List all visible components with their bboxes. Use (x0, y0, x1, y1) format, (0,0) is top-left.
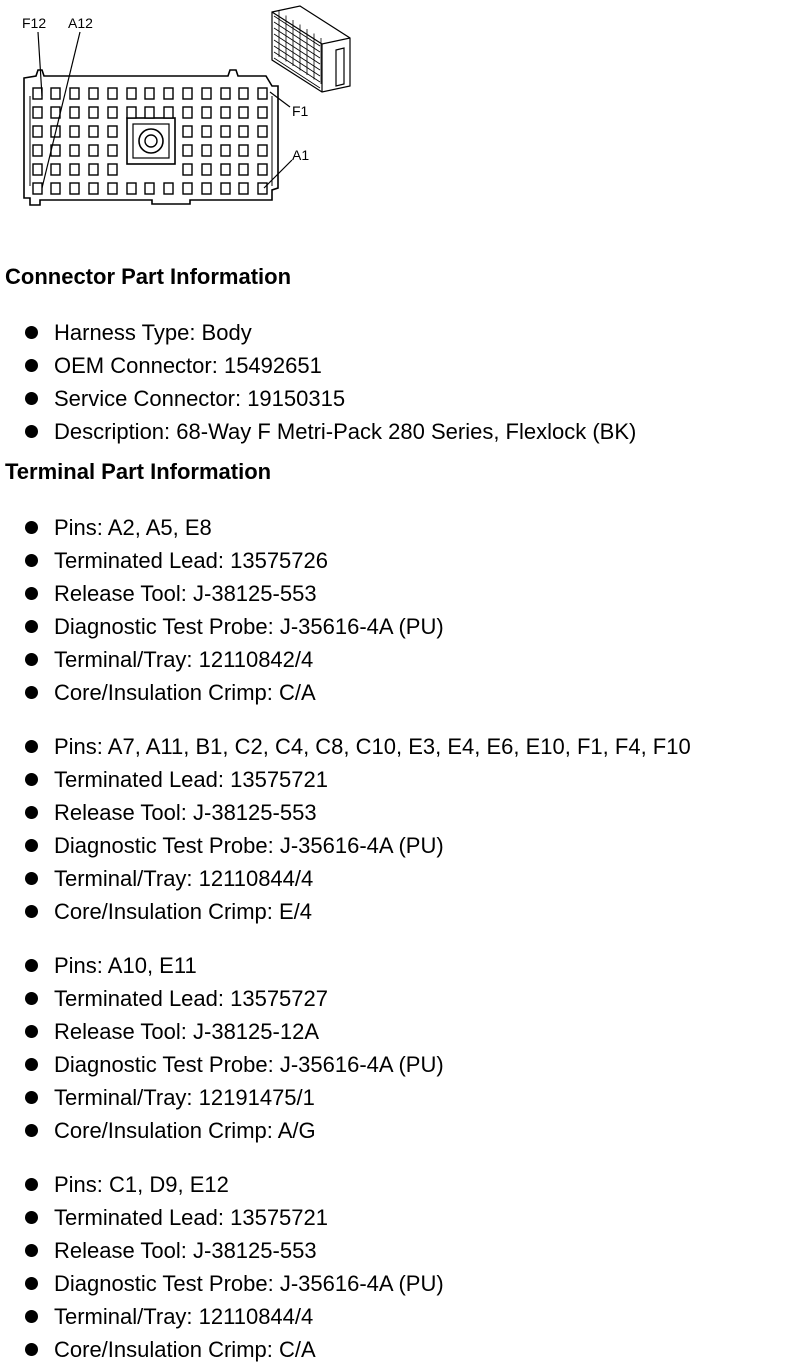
terminal-cavity (108, 145, 117, 156)
terminal-cavity (145, 107, 154, 118)
list-item-text: Core/Insulation Crimp: A/G (54, 1118, 316, 1143)
terminal-cavity (70, 164, 79, 175)
list-item-text: Terminated Lead: 13575721 (54, 767, 328, 792)
connector-thumbnail (272, 6, 350, 92)
list-item-text: Core/Insulation Crimp: E/4 (54, 899, 312, 924)
terminal-cavity (89, 164, 98, 175)
terminal-cavity (183, 88, 192, 99)
list-item-text: Release Tool: J-38125-12A (54, 1019, 319, 1044)
terminal-cavity (258, 145, 267, 156)
terminal-cavity (145, 183, 154, 194)
terminal-cavity (89, 88, 98, 99)
list-item-text: Terminated Lead: 13575726 (54, 548, 328, 573)
terminal-cavity (108, 183, 117, 194)
terminal-cavity (258, 126, 267, 137)
bullet-icon (25, 1244, 38, 1257)
terminal-cavity (89, 126, 98, 137)
terminal-cavity (239, 145, 248, 156)
terminal-cavity (70, 183, 79, 194)
center-key (127, 118, 175, 164)
connector-part-info-heading: Connector Part Information (5, 264, 292, 289)
terminal-part-info-heading: Terminal Part Information (5, 459, 272, 484)
terminal-cavity (164, 88, 173, 99)
bullet-icon (25, 1343, 38, 1356)
list-item-text: Pins: A7, A11, B1, C2, C4, C8, C10, E3, E4, E6, E10, F1, F4, F10 (54, 734, 691, 759)
terminal-cavity (127, 107, 136, 118)
terminal-cavity (202, 183, 211, 194)
label-f1: F1 (292, 103, 309, 119)
terminal-cavity (51, 183, 60, 194)
bullet-icon (25, 1058, 38, 1071)
bullet-icon (25, 425, 38, 438)
terminal-cavity (127, 183, 136, 194)
connector-face-diagram (0, 0, 360, 230)
list-item-text: Diagnostic Test Probe: J-35616-4A (PU) (54, 1271, 444, 1296)
terminal-cavity (239, 107, 248, 118)
terminal-cavity (239, 183, 248, 194)
bullet-icon (25, 839, 38, 852)
bullet-icon (25, 872, 38, 885)
list-item-text: Release Tool: J-38125-553 (54, 800, 317, 825)
list-item-text: Description: 68-Way F Metri-Pack 280 Series, Flexlock (BK) (54, 419, 637, 444)
terminal-cavity (202, 164, 211, 175)
terminal-cavity (70, 145, 79, 156)
bullet-icon (25, 686, 38, 699)
list-item-text: Harness Type: Body (54, 320, 252, 345)
terminal-cavity (258, 183, 267, 194)
list-item-text: Diagnostic Test Probe: J-35616-4A (PU) (54, 614, 444, 639)
bullet-icon (25, 1178, 38, 1191)
bullet-icon (25, 1277, 38, 1290)
terminal-cavity (221, 183, 230, 194)
bullet-icon (25, 359, 38, 372)
terminal-cavity (239, 164, 248, 175)
bullet-icon (25, 1025, 38, 1038)
terminal-cavity (202, 145, 211, 156)
list-item-text: Service Connector: 19150315 (54, 386, 346, 411)
bullet-icon (25, 773, 38, 786)
list-item-text: Pins: A10, E11 (54, 953, 197, 978)
list-item-text: Terminal/Tray: 12191475/1 (54, 1085, 315, 1110)
terminal-cavity (70, 107, 79, 118)
terminal-cavity (183, 183, 192, 194)
bullet-icon (25, 740, 38, 753)
bullet-icon (25, 806, 38, 819)
terminal-cavity (202, 126, 211, 137)
terminal-cavity (183, 145, 192, 156)
terminal-cavity (33, 164, 42, 175)
list-item-text: Terminated Lead: 13575727 (54, 986, 328, 1011)
list-item-text: Terminated Lead: 13575721 (54, 1205, 328, 1230)
terminal-cavity (51, 107, 60, 118)
terminal-cavity (221, 164, 230, 175)
bullet-icon (25, 392, 38, 405)
terminal-cavity (202, 107, 211, 118)
list-item-text: Core/Insulation Crimp: C/A (54, 680, 316, 705)
bullet-icon (25, 326, 38, 339)
terminal-cavity (51, 88, 60, 99)
list-item-text: Diagnostic Test Probe: J-35616-4A (PU) (54, 833, 444, 858)
terminal-cavity (70, 88, 79, 99)
terminal-cavity (202, 88, 211, 99)
bullet-icon (25, 521, 38, 534)
terminal-cavity (164, 107, 173, 118)
terminal-cavity (221, 107, 230, 118)
terminal-cavity (183, 126, 192, 137)
terminal-cavity (221, 126, 230, 137)
list-item-text: Release Tool: J-38125-553 (54, 1238, 317, 1263)
list-item-text: Terminal/Tray: 12110842/4 (54, 647, 314, 672)
list-item-text: OEM Connector: 15492651 (54, 353, 322, 378)
list-item-text: Core/Insulation Crimp: C/A (54, 1337, 316, 1362)
terminal-cavity (33, 88, 42, 99)
bullet-icon (25, 1211, 38, 1224)
terminal-cavity (221, 145, 230, 156)
terminal-cavity (239, 126, 248, 137)
list-item-text: Pins: C1, D9, E12 (54, 1172, 229, 1197)
terminal-cavity (258, 88, 267, 99)
label-f12: F12 (22, 15, 47, 31)
terminal-cavity (183, 164, 192, 175)
terminal-cavity (51, 164, 60, 175)
terminal-cavity (108, 107, 117, 118)
bullet-icon (25, 959, 38, 972)
terminal-cavity (89, 145, 98, 156)
bullet-icon (25, 1091, 38, 1104)
bullet-icon (25, 1124, 38, 1137)
terminal-cavity (145, 88, 154, 99)
terminal-cavity (258, 107, 267, 118)
terminal-cavity (33, 183, 42, 194)
terminal-cavity (221, 88, 230, 99)
terminal-cavity (164, 183, 173, 194)
bullet-icon (25, 905, 38, 918)
list-item-text: Terminal/Tray: 12110844/4 (54, 866, 314, 891)
bullet-icon (25, 587, 38, 600)
bullet-icon (25, 992, 38, 1005)
list-item-text: Release Tool: J-38125-553 (54, 581, 317, 606)
terminal-cavity (127, 88, 136, 99)
list-item-text: Diagnostic Test Probe: J-35616-4A (PU) (54, 1052, 444, 1077)
list-item-text: Terminal/Tray: 12110844/4 (54, 1304, 314, 1329)
bullet-icon (25, 554, 38, 567)
terminal-cavity (108, 126, 117, 137)
bullet-icon (25, 620, 38, 633)
label-a12: A12 (68, 15, 93, 31)
bullet-icon (25, 653, 38, 666)
terminal-cavity (239, 88, 248, 99)
terminal-cavity (33, 126, 42, 137)
terminal-cavity (183, 107, 192, 118)
terminal-cavity (33, 145, 42, 156)
label-a1: A1 (292, 147, 310, 163)
terminal-cavity (33, 107, 42, 118)
terminal-cavity (108, 88, 117, 99)
terminal-cavity (108, 164, 117, 175)
terminal-cavity (89, 183, 98, 194)
terminal-cavity (258, 164, 267, 175)
bullet-icon (25, 1310, 38, 1323)
terminal-cavity (70, 126, 79, 137)
terminal-cavity (89, 107, 98, 118)
list-item-text: Pins: A2, A5, E8 (54, 515, 212, 540)
